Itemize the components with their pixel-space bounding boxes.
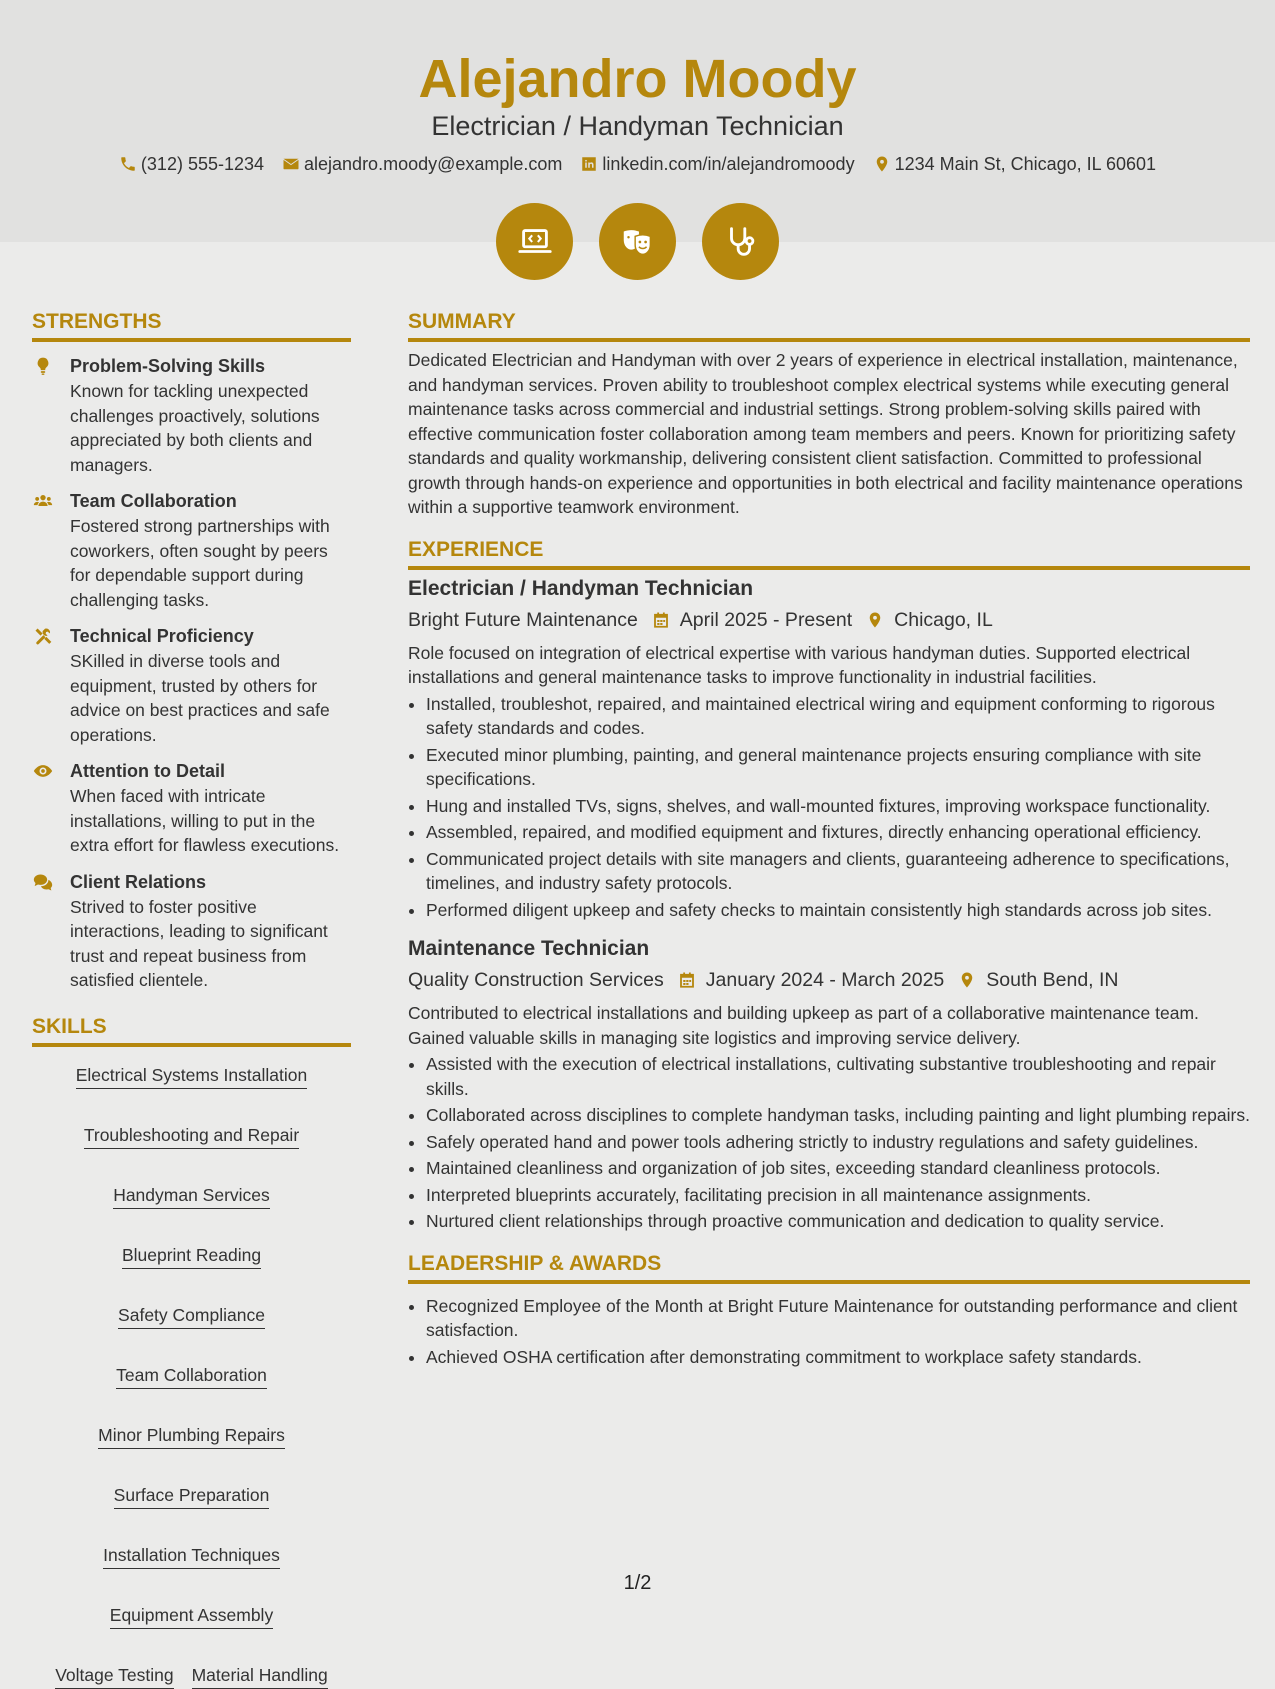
laptop-code-icon [496, 203, 573, 280]
contact-phone[interactable] [119, 151, 264, 177]
skill-tag: Team Collaboration [116, 1363, 267, 1389]
contact-bar [0, 151, 1275, 177]
calendar-icon [678, 970, 696, 990]
job-location: Chicago, IL [894, 608, 993, 631]
envelope-icon [282, 155, 300, 173]
phone-icon [119, 155, 137, 173]
list-item: • Installed, troubleshot, repaired, and maintained electrical wiring and equipment conforming to rigorous safety standards and codes. [426, 692, 1250, 741]
job-entry [408, 934, 1250, 1234]
users-icon [32, 491, 54, 511]
eye-icon [32, 761, 54, 781]
job-title: Electrician / Handyman Technician [408, 576, 754, 600]
skill-tag: Troubleshooting and Repair [84, 1123, 299, 1149]
list-item: • Nurtured client relationships through proactive communication and dedication to quality service. [426, 1209, 1250, 1234]
skill-tag: Installation Techniques [103, 1543, 280, 1569]
strength-desc: Strived to foster positive interactions, leading to significant trust and repeat business from satisfied clientele. [70, 896, 328, 990]
strengths-heading: STRENGTHS [32, 308, 351, 342]
strength-desc: SKilled in diverse tools and equipment, trusted by others for advice on best practices and safe operations. [70, 651, 330, 745]
strength-title: Technical Proficiency [70, 626, 254, 646]
skill-tag: Blueprint Reading [122, 1243, 261, 1269]
linkedin-text: linkedin.com/in/alejandromoody [602, 154, 855, 174]
summary-heading: SUMMARY [408, 308, 1250, 342]
skills-heading: SKILLS [32, 1013, 351, 1047]
leadership-list [408, 1294, 1250, 1370]
strength-desc: Known for tackling unexpected challenges proactively, solutions appreciated by both clients and managers. [70, 381, 320, 475]
list-item: • Recognized Employee of the Month at Bright Future Maintenance for outstanding performance and client satisfaction. [426, 1294, 1250, 1343]
candidate-title: Electrician / Handyman Technician [431, 111, 844, 141]
skill-tag: Safety Compliance [118, 1303, 265, 1329]
contact-linkedin[interactable] [580, 151, 854, 177]
job-company: Quality Construction Services [408, 969, 664, 991]
job-meta [408, 965, 1250, 995]
skill-tag: Minor Plumbing Repairs [98, 1423, 285, 1449]
experience-heading: EXPERIENCE [408, 536, 1250, 570]
email-text: alejandro.moody@example.com [304, 154, 563, 174]
list-item: • Communicated project details with site managers and clients, guaranteeing adherence to specifications, timelines, and industry safety protocols. [426, 847, 1250, 896]
summary-text: Dedicated Electrician and Handyman with over 2 years of experience in electrical installation, maintenance, and handyman services. Proven ability to troubleshoot complex electrical systems while executing general maintenance tasks across commercial and industrial settings. Strong problem-solving skills paired with effective communication foster collaboration among team members and peers. Known for prioritizing safety standards and quality workmanship, delivering consistent client satisfaction. Committed to professional growth through hands-on experience and opportunities in both electrical and facility maintenance operations within a supportive teamwork environment. [408, 350, 1243, 517]
job-title: Maintenance Technician [408, 937, 650, 960]
tools-icon [32, 626, 54, 646]
comments-icon [32, 872, 54, 892]
skill-tag: Electrical Systems Installation [76, 1063, 307, 1089]
skill-tag: Surface Preparation [114, 1483, 270, 1509]
strength-item [32, 624, 351, 747]
job-location: South Bend, IN [986, 969, 1119, 991]
job-bullets [408, 692, 1250, 923]
phone-text: (312) 555-1234 [140, 154, 265, 174]
job-company: Bright Future Maintenance [408, 608, 638, 631]
map-marker-icon [958, 970, 976, 990]
list-item: • Maintained cleanliness and organization of job sites, exceeding standard cleanliness protocols. [426, 1156, 1250, 1181]
address-text: 1234 Main St, Chicago, IL 60601 [894, 154, 1157, 174]
strength-desc: Fostered strong partnerships with coworkers, often sought by peers for dependable support during challenging tasks. [70, 516, 330, 610]
strength-item [32, 870, 351, 993]
badge-row [0, 203, 1275, 280]
list-item: • Safely operated hand and power tools adhering strictly to industry regulations and safety guidelines. [426, 1130, 1250, 1155]
strength-item [32, 354, 351, 477]
page-number: 1/2 [623, 1572, 652, 1594]
job-bullets [408, 1052, 1250, 1234]
list-item: • Assembled, repaired, and modified equipment and fixtures, directly enhancing operational efficiency. [426, 820, 1250, 845]
contact-email[interactable] [282, 151, 562, 177]
job-dates: April 2025 - Present [679, 608, 853, 631]
calendar-icon [652, 610, 670, 630]
strength-title: Client Relations [70, 871, 207, 892]
strength-item [32, 759, 351, 858]
contact-address [873, 151, 1157, 177]
skill-tag: Equipment Assembly [110, 1603, 273, 1629]
left-column [32, 308, 351, 1689]
strength-item [32, 489, 351, 612]
job-meta [408, 605, 1250, 635]
map-marker-icon [873, 155, 891, 173]
list-item: • Interpreted blueprints accurately, facilitating precision in all maintenance assignments. [426, 1183, 1250, 1208]
list-item: • Achieved OSHA certification after demonstrating commitment to workplace safety standards. [426, 1345, 1250, 1370]
strength-title: Problem-Solving Skills [70, 356, 266, 376]
job-description: Role focused on integration of electrical expertise with various handyman duties. Supported electrical installations and general maintenance tasks to improve functionality in industrial facilities. [408, 642, 1191, 687]
list-item: • Performed diligent upkeep and safety checks to maintain consistently high standards across job sites. [426, 898, 1250, 923]
lightbulb-icon [32, 356, 54, 376]
linkedin-icon [580, 155, 598, 173]
list-item: • Hung and installed TVs, signs, shelves, and wall-mounted fixtures, improving workspace functionality. [426, 794, 1250, 819]
map-marker-icon [866, 610, 884, 630]
stethoscope-icon [702, 203, 779, 280]
list-item: • Assisted with the execution of electrical installations, cultivating substantive troubleshooting and repair skills. [426, 1052, 1250, 1101]
job-entry [408, 574, 1250, 923]
job-description: Contributed to electrical installations and building upkeep as part of a collaborative maintenance team. Gained valuable skills in managing site logistics and improving service delivery. [408, 1003, 1199, 1048]
strength-desc: When faced with intricate installations, willing to put in the extra effort for flawless executions. [70, 786, 340, 855]
candidate-name: Alejandro Moody [418, 49, 857, 109]
leadership-heading: LEADERSHIP & AWARDS [408, 1250, 1250, 1284]
list-item: • Executed minor plumbing, painting, and general maintenance projects ensuring compliance with site specifications. [426, 743, 1250, 792]
job-dates: January 2024 - March 2025 [705, 969, 945, 991]
strength-title: Attention to Detail [70, 761, 225, 781]
skill-tag: Handyman Services [113, 1183, 270, 1209]
skill-tag: Voltage Testing [55, 1663, 173, 1689]
right-column [408, 308, 1250, 1371]
skill-tag: Material Handling [192, 1663, 328, 1689]
list-item: • Collaborated across disciplines to complete handyman tasks, including painting and light plumbing repairs. [426, 1103, 1250, 1128]
theater-masks-icon [599, 203, 676, 280]
strength-title: Team Collaboration [70, 491, 237, 511]
